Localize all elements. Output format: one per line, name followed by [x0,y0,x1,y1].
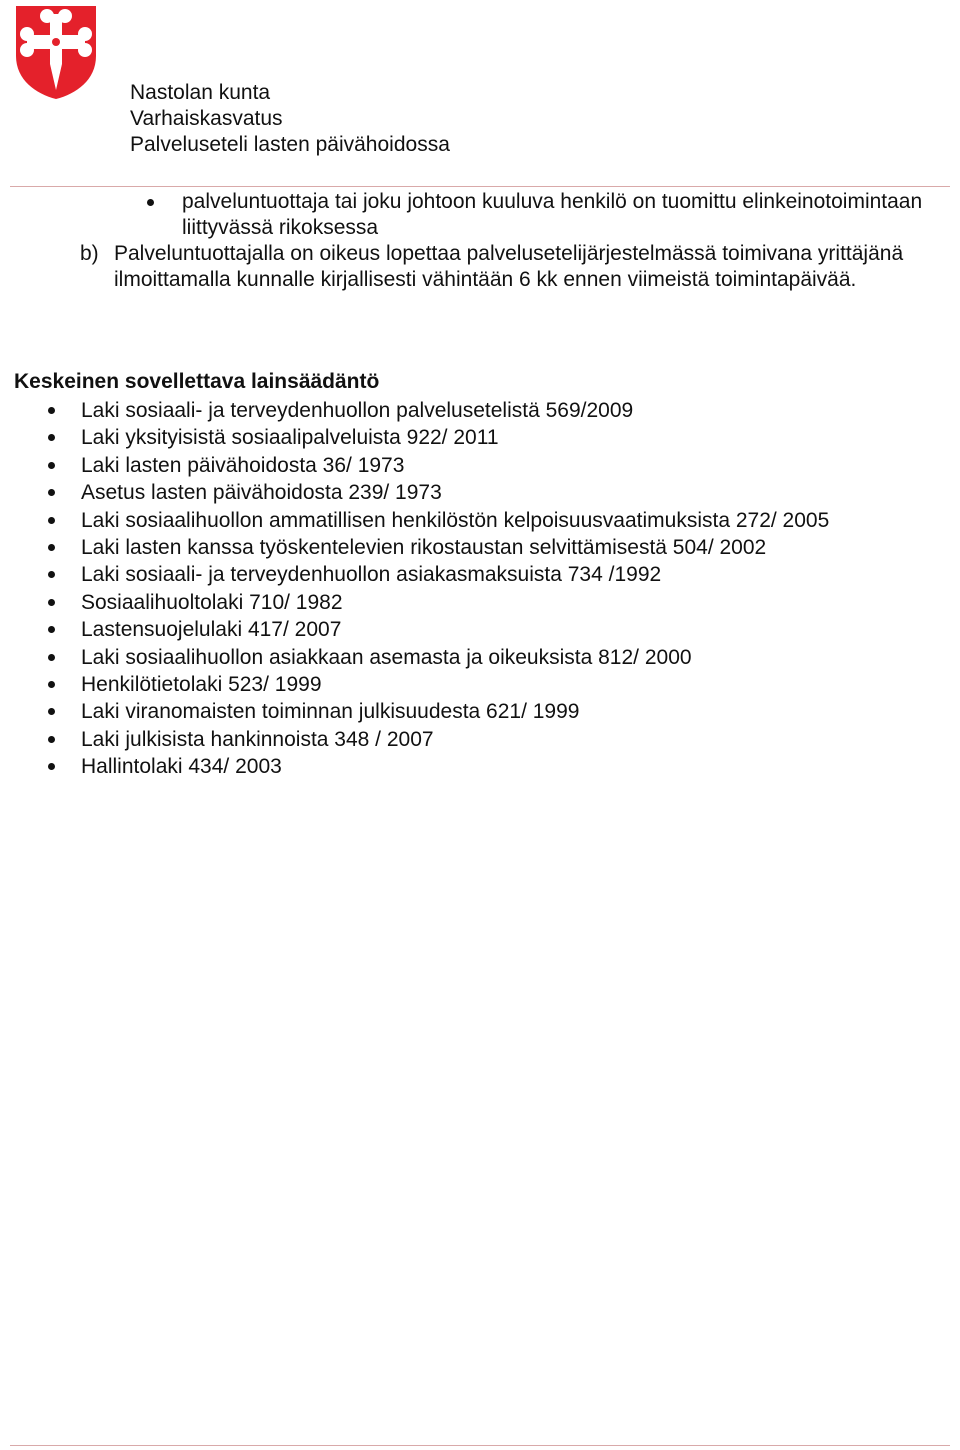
bullet-dot-icon [48,462,55,469]
department-name: Varhaiskasvatus [130,107,283,130]
list-item [0,698,960,725]
law-title: Laki lasten päivähoidosta 36/ 1973 [81,453,405,477]
law-title: Hallintolaki 434/ 2003 [81,755,282,779]
law-title: Laki yksityisistä sosiaalipalveluista 922/ 2011 [81,426,499,450]
list-item [0,424,960,451]
coat-of-arms-icon [14,4,98,100]
list-item [0,671,960,698]
list-item [0,726,960,753]
list-item [0,479,960,506]
list-item [0,589,960,616]
continued-bullet-text: palveluntuottaja tai joku johtoon kuuluva henkilö on tuomittu elinkeinotoimintaan liittyvässä rikoksessa [182,190,923,239]
legislation-list [0,397,960,780]
list-item [0,534,960,561]
bullet-dot-icon [48,654,55,661]
bullet-dot-icon [48,571,55,578]
item-b-text: Palveluntuottajalla on oikeus lopettaa palvelusetelijärjestelmässä toimivana yrittäjänä ilmoittamalla kunnalle kirjallisesti vähintään 6 kk ennen viimeistä toimintapäivää. [114,242,904,291]
bullet-dot-icon [48,407,55,414]
bullet-dot-icon [48,544,55,551]
bullet-dot-icon [48,517,55,524]
list-item [0,753,960,780]
lettered-item-b [80,241,940,293]
section-heading: Keskeinen sovellettava lainsäädäntö [14,370,380,393]
continued-bullet-item [182,189,942,241]
law-title: Laki lasten kanssa työskentelevien rikostaustan selvittämisestä 504/ 2002 [81,535,767,559]
bullet-dot-icon [48,626,55,633]
law-title: Laki sosiaali- ja terveydenhuollon palvelusetelistä 569/2009 [81,399,634,422]
law-title: Laki sosiaalihuollon asiakkaan asemasta ja oikeuksista 812/ 2000 [81,645,692,669]
bullet-dot-icon [48,489,55,496]
list-item [0,452,960,479]
organization-name: Nastolan kunta [130,81,271,104]
bullet-dot-icon [147,199,154,206]
document-header [130,80,450,158]
law-title: Sosiaalihuoltolaki 710/ 1982 [81,590,343,614]
document-title: Palveluseteli lasten päivähoidossa [130,133,450,156]
list-item [0,397,960,424]
law-title: Lastensuojelulaki 417/ 2007 [81,618,342,642]
law-title: Laki julkisista hankinnoista 348 / 2007 [81,727,434,751]
header-divider [10,186,950,187]
list-item [0,507,960,534]
law-title: Laki viranomaisten toiminnan julkisuudesta 621/ 1999 [81,700,580,724]
list-item [0,616,960,643]
bullet-dot-icon [48,599,55,606]
item-marker: b) [80,242,99,265]
bullet-dot-icon [48,708,55,715]
list-item [0,644,960,671]
bullet-dot-icon [48,681,55,688]
law-title: Laki sosiaalihuollon ammatillisen henkilöstön kelpoisuusvaatimuksista 272/ 2005 [81,508,830,532]
bullet-dot-icon [48,736,55,743]
law-title: Henkilötietolaki 523/ 1999 [81,672,322,696]
list-item [0,561,960,588]
law-title: Laki sosiaali- ja terveydenhuollon asiakasmaksuista 734 /1992 [81,563,662,587]
footer-divider [10,1445,950,1446]
bullet-dot-icon [48,434,55,441]
bullet-dot-icon [48,763,55,770]
law-title: Asetus lasten päivähoidosta 239/ 1973 [81,481,442,505]
